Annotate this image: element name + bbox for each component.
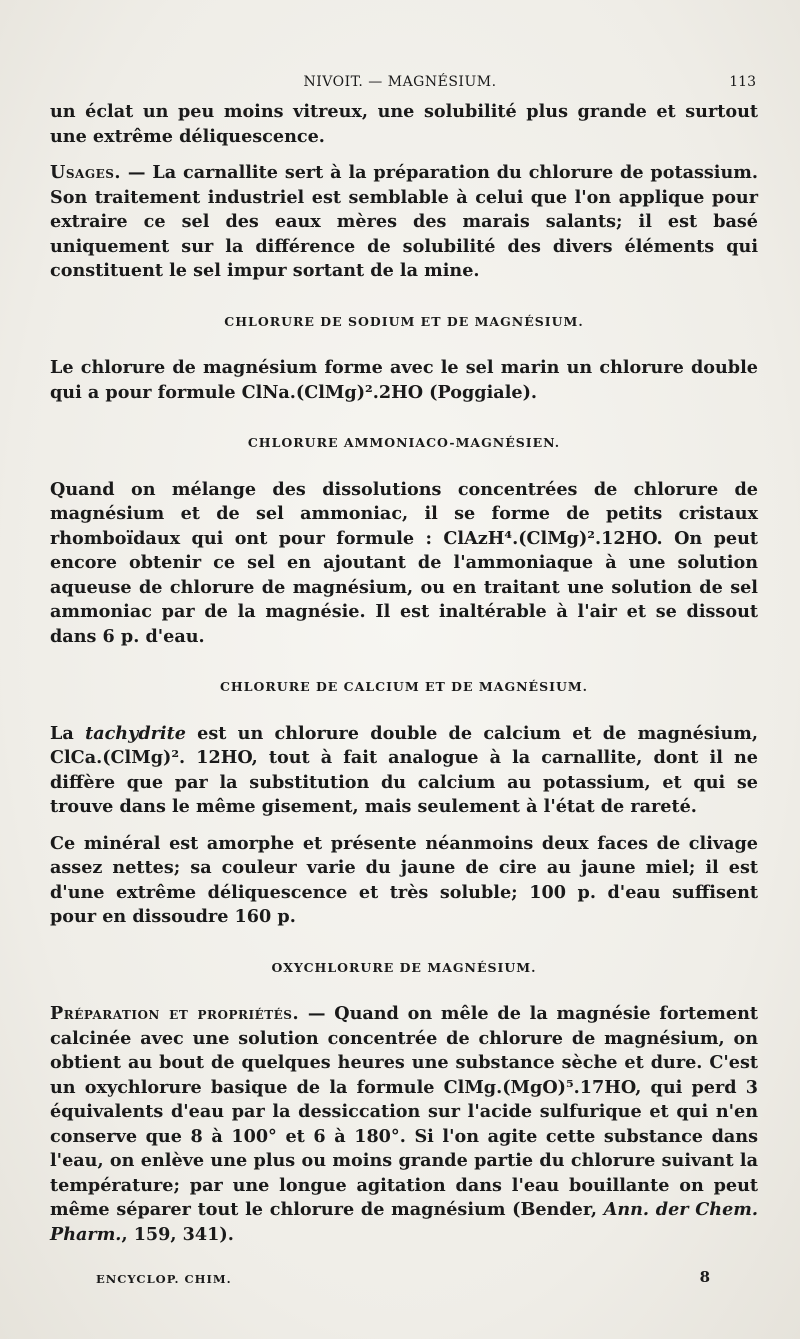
mineral-name: tachydrite (85, 722, 186, 744)
running-header (0, 70, 800, 96)
paragraph (50, 722, 758, 820)
paragraph-text: est un chlorure double de calcium et de magnésium, ClCa.(ClMg)². 12HO, tout à fait analogue à la carnallite, dont il ne diffère que par la substitution du calcium au potassium, et qui se trouve dans le même gisement, mais seulement à l'état de rareté. (50, 722, 758, 817)
section-title: OXYCHLORURE DE MAGNÉSIUM. (271, 959, 537, 975)
journal-title: Ann. der Chem. Pharm. (50, 1199, 759, 1245)
paragraph-text: , 159, 341). (121, 1223, 234, 1245)
paragraph-text: — Quand on mêle de la magnésie fortement calcinée avec une solution concentrée de chlorure de magnésium, on obtient au bout de quelques heures une substance sèche et dure. C'est un oxychlorure basique de la formule ClMg.(MgO)⁵.17HO, qui perd 3 équivalents d'eau par la dessiccation sur l'acide sulfurique et qui n'en conserve que 8 à 100° et 6 à 180°. Si l'on agite cette substance dans l'eau, on enlève une plus ou moins grande partie du chlorure suivant la température; par une longue agitation dans l'eau bouillante on peut même séparer tout le chlorure de magnésium (Bender, (50, 1003, 758, 1220)
running-title: NIVOIT. — MAGNÉSIUM. (303, 74, 497, 90)
paragraph (50, 1002, 758, 1247)
paragraph: un éclat un peu moins vitreux, une solubilité plus grande et surtout une extrême déliquescence. (50, 101, 758, 147)
paragraph-text: — La carnallite sert à la préparation du chlorure de potassium. Son traitement industriel est semblable à celui que l'on applique pour extraire ce sel des eaux mères des marais salants; il est basé uniquement sur la différence de solubilité des divers éléments qui constituent le sel impur sortant de la mine. (50, 162, 758, 281)
page-number: 113 (729, 74, 756, 90)
paragraph: Ce minéral est amorphe et présente néanmoins deux faces de clivage assez nettes; sa couleur varie du jaune de cire au jaune miel; il est d'une extrême déliquescence et très soluble; 100 p. d'eau suffisent pour en dissoudre 160 p. (50, 832, 758, 927)
signature-number: 8 (699, 1268, 710, 1286)
paragraph: Quand on mélange des dissolutions concentrées de chlorure de magnésium et de sel ammoniac, il se forme de petits cristaux rhomboïdaux qui ont pour formule : ClAzH⁴.(ClMg)².12HO. On peut encore obtenir ce sel en ajoutant de l'ammoniaque à une solution aqueuse de chlorure de magnésium, ou en traitant une solution de sel ammoniac par de la magnésie. Il est inaltérable à l'air et se dissout dans 6 p. d'eau. (50, 478, 758, 647)
paragraph: Le chlorure de magnésium forme avec le sel marin un chlorure double qui a pour formule ClNa.(ClMg)².2HO (Poggiale). (50, 357, 758, 403)
section-title: CHLORURE DE SODIUM ET DE MAGNÉSIUM. (224, 313, 584, 329)
signature-mark: ENCYCLOP. CHIM. (96, 1272, 232, 1286)
section-title: CHLORURE DE CALCIUM ET DE MAGNÉSIUM. (219, 679, 589, 694)
paragraph-label: Usages. (50, 162, 122, 183)
paragraph-text: La (50, 722, 86, 744)
page-footer (50, 1250, 770, 1290)
body-text (50, 100, 758, 1259)
paragraph (50, 161, 758, 284)
section-title: CHLORURE AMMONIACO-MAGNÉSIEN. (247, 435, 561, 450)
paragraph-label: Préparation et propriétés. (50, 1003, 300, 1024)
